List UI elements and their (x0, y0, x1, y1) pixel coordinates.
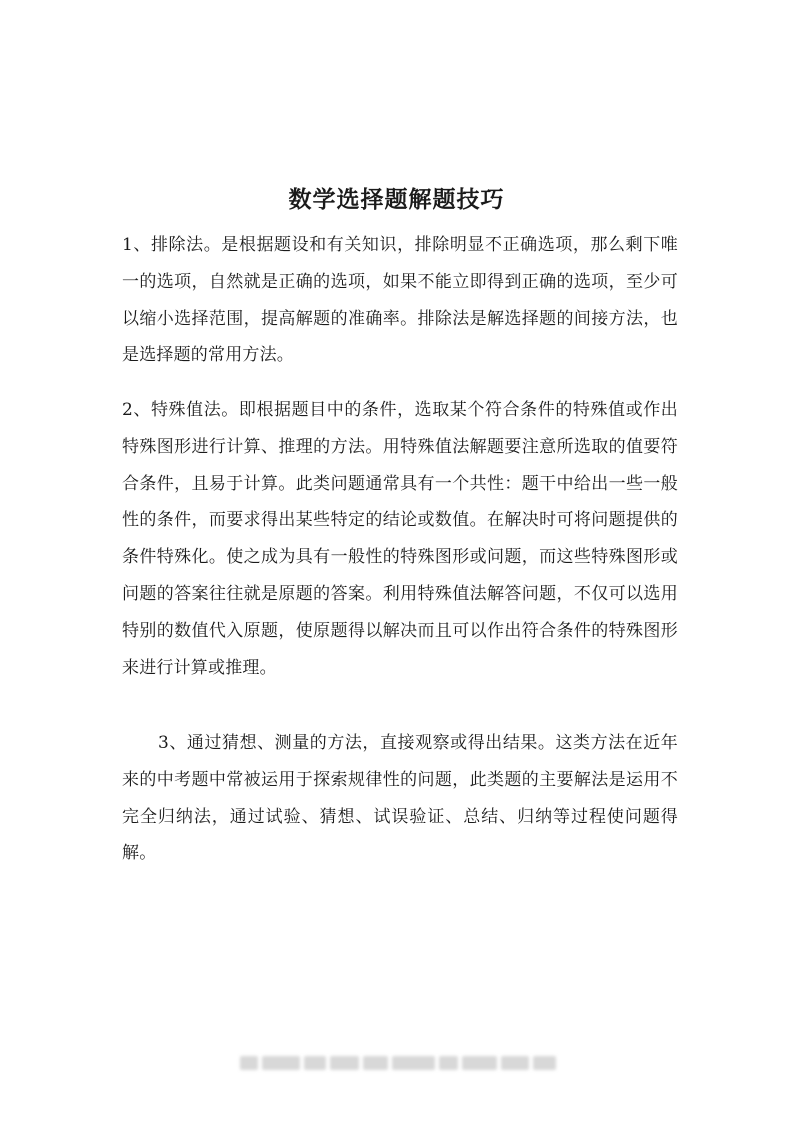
blurred-footer-watermark (240, 1055, 556, 1071)
document-title: 数学选择题解题技巧 (288, 186, 505, 213)
paragraph-guess-measure-method: 3、通过猜想、测量的方法，直接观察或得出结果。这类方法在近年来的中考题中常被运用于探索规律性的问题，此类题的主要解法是运用不完全归纳法，通过试验、猜想、试误验证、总结、归纳等过程使问题得解。 (122, 733, 678, 864)
paragraph-special-value-method: 2、特殊值法。即根据题目中的条件，选取某个符合条件的特殊值或作出特殊图形进行计算、推理的方法。用特殊值法解题要注意所选取的值要符合条件，且易于计算。此类问题通常具有一个共性：题干中给出一些一般性的条件，而要求得出某些特定的结论或数值。在解决时可将问题提供的条件特殊化。使之成为具有一般性的特殊图形或问题，而这些特殊图形或问题的答案往往就是原题的答案。利用特殊值法解答问题，不仅可以选用特别的数值代入原题，使原题得以解决而且可以作出符合条件的特殊图形来进行计算或推理。 (122, 400, 678, 678)
paragraph-exclusion-method: 1、排除法。是根据题设和有关知识，排除明显不正确选项，那么剩下唯一的选项，自然就是正确的选项，如果不能立即得到正确的选项，至少可以缩小选择范围，提高解题的准确率。排除法是解选择题的间接方法，也是选择题的常用方法。 (122, 235, 678, 366)
